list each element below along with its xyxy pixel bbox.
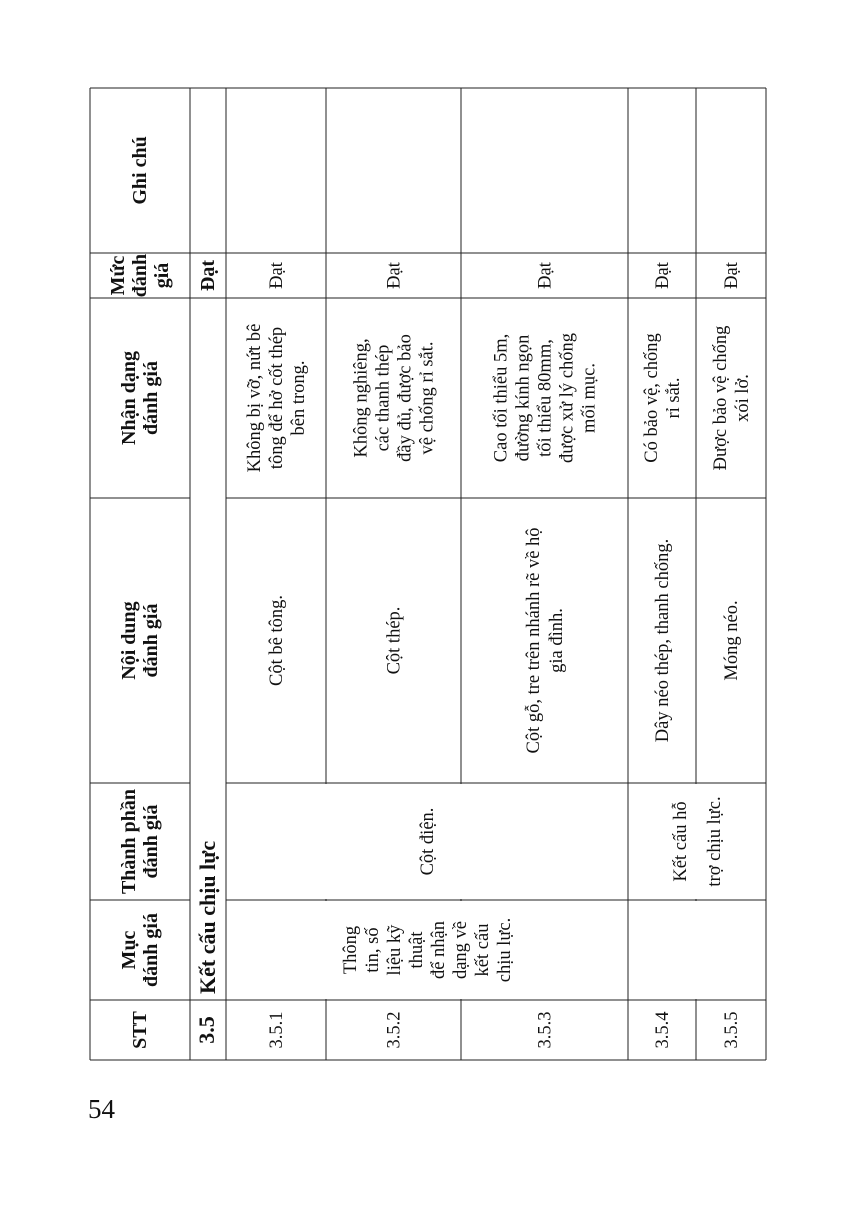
row-noi-dung bbox=[722, 600, 742, 680]
row-level bbox=[722, 261, 742, 289]
row-nhan-dang-line: mối mục. bbox=[579, 363, 600, 433]
row-nhan-dang-line: đường kính ngọn bbox=[513, 334, 534, 462]
header-muc-danh-gia bbox=[107, 254, 173, 297]
merged-cell-mask bbox=[629, 901, 765, 999]
row-level bbox=[267, 261, 287, 289]
row-nhan-dang-line: Cao tối thiểu 5m, bbox=[491, 333, 512, 463]
group-muc-line: chịu lực. bbox=[495, 917, 515, 983]
section-level bbox=[197, 260, 219, 291]
row-nhan-dang bbox=[352, 334, 438, 462]
header-ghi-chu bbox=[129, 136, 151, 204]
row-stt-line: 3.5.3 bbox=[535, 1011, 556, 1049]
row-nhan-dang bbox=[711, 326, 753, 471]
header-ghi-chu-line: Ghi chú bbox=[129, 136, 151, 205]
header-nhan-dang-line: Nhận dạng bbox=[118, 351, 140, 445]
row-stt bbox=[536, 1012, 556, 1049]
row-stt-line: 3.5.2 bbox=[384, 1011, 405, 1049]
row-noi-dung bbox=[524, 527, 567, 753]
header-stt bbox=[129, 1010, 151, 1048]
assessment-table bbox=[90, 88, 766, 1060]
header-muc-line: đánh giá bbox=[140, 913, 162, 987]
row-level bbox=[385, 261, 405, 289]
group-muc-line: liệu kỹ bbox=[385, 924, 405, 976]
page-number: 54 bbox=[88, 1094, 115, 1124]
row-level-line: Đạt bbox=[384, 262, 405, 289]
row-nhan-dang-line: xói lở. bbox=[733, 374, 753, 422]
row-noi-dung bbox=[385, 607, 405, 675]
group-muc-line: kết cấu bbox=[473, 923, 493, 977]
row-stt bbox=[722, 1012, 742, 1049]
row-nhan-dang-line: Không bị vỡ, nứt bê bbox=[245, 323, 265, 473]
row-noi-dung-line: Cột thép. bbox=[384, 606, 405, 675]
row-stt-line: 3.5.4 bbox=[653, 1011, 673, 1049]
row-noi-dung bbox=[267, 595, 287, 686]
header-noi-dung bbox=[118, 601, 162, 679]
row-level-line: Đạt bbox=[653, 262, 673, 289]
row-nhan-dang bbox=[245, 324, 309, 473]
header-muc-danh-gia-line: giá bbox=[151, 262, 173, 289]
row-nhan-dang-line: tối thiểu 80mm, bbox=[535, 339, 556, 457]
header-noi-dung-line: Nội dung bbox=[118, 601, 140, 680]
merged-cell-mask bbox=[227, 901, 627, 999]
header-thanh-phan-line: đánh giá bbox=[140, 804, 162, 879]
header-stt-line: STT bbox=[129, 1011, 151, 1049]
row-stt-line: 3.5.1 bbox=[267, 1011, 287, 1049]
section-stt bbox=[194, 1016, 219, 1044]
row-noi-dung-line: Cột bê tông. bbox=[267, 595, 287, 686]
group-thanh-phan-1 bbox=[418, 808, 438, 876]
header-muc-danh-gia-line: đánh bbox=[129, 253, 151, 298]
header-muc-danh-gia-line: Mức bbox=[107, 255, 129, 296]
row-nhan-dang-line: vệ chống rỉ sắt. bbox=[417, 341, 438, 455]
row-nhan-dang bbox=[492, 333, 600, 463]
row-noi-dung-line: Dây néo thép, thanh chống. bbox=[653, 538, 673, 743]
merged-cell-mask bbox=[629, 784, 765, 899]
row-stt bbox=[653, 1012, 673, 1049]
row-noi-dung-line: gia đình. bbox=[547, 608, 567, 673]
section-title bbox=[195, 841, 220, 994]
header-muc bbox=[118, 913, 162, 987]
row-nhan-dang bbox=[642, 333, 684, 462]
section-title-text: Kết cấu chịu lực bbox=[195, 840, 220, 994]
row-noi-dung-line: Móng néo. bbox=[722, 600, 742, 681]
row-level bbox=[536, 261, 556, 289]
rotated-table bbox=[90, 88, 766, 1060]
row-nhan-dang-line: các thanh thép bbox=[373, 344, 394, 452]
header-nhan-dang bbox=[118, 351, 162, 445]
header-muc-line: Mục bbox=[118, 930, 140, 970]
row-level bbox=[653, 261, 673, 289]
group-muc-line: tin, số bbox=[363, 927, 383, 973]
row-noi-dung bbox=[653, 539, 673, 742]
row-level-line: Đạt bbox=[535, 262, 556, 289]
row-stt-line: 3.5.5 bbox=[722, 1011, 742, 1049]
section-level-line: Đạt bbox=[197, 259, 219, 292]
row-nhan-dang-line: rỉ sắt. bbox=[664, 377, 684, 419]
row-nhan-dang-line: Không nghiêng, bbox=[351, 338, 372, 458]
header-nhan-dang-line: đánh giá bbox=[140, 361, 162, 435]
row-nhan-dang-line: đầy đủ, được bảo bbox=[395, 334, 416, 462]
group-muc-line: để nhận bbox=[429, 920, 449, 980]
row-nhan-dang-line: bên trong. bbox=[289, 360, 309, 436]
row-nhan-dang-line: Được bảo vệ chống bbox=[711, 325, 731, 471]
header-thanh-phan bbox=[118, 789, 162, 894]
section-stt-line: 3.5 bbox=[194, 1016, 219, 1044]
row-nhan-dang-line: được xử lý chống bbox=[557, 332, 578, 464]
row-level-line: Đạt bbox=[722, 262, 742, 289]
row-stt bbox=[385, 1012, 405, 1049]
row-stt bbox=[267, 1012, 287, 1049]
header-thanh-phan-line: Thành phần bbox=[118, 788, 140, 895]
group-muc-line: dạng về bbox=[451, 920, 471, 980]
group-thanh-phan-2-line: trợ chịu lực. bbox=[705, 796, 725, 887]
group-muc-line: thuật bbox=[407, 931, 427, 969]
row-nhan-dang-line: Có bảo vệ, chống bbox=[642, 333, 662, 463]
row-nhan-dang-line: tông để hở cốt thép bbox=[267, 326, 287, 470]
group-thanh-phan-1-line: Cột điện. bbox=[418, 807, 438, 876]
group-thanh-phan-2-line: Kết cấu hỗ bbox=[671, 801, 691, 882]
header-noi-dung-line: đánh giá bbox=[140, 603, 162, 678]
row-level-line: Đạt bbox=[267, 262, 287, 289]
group-muc-line: Thông bbox=[341, 925, 361, 975]
row-noi-dung-line: Cột gỗ, tre trên nhánh rẽ về hộ bbox=[524, 527, 544, 754]
